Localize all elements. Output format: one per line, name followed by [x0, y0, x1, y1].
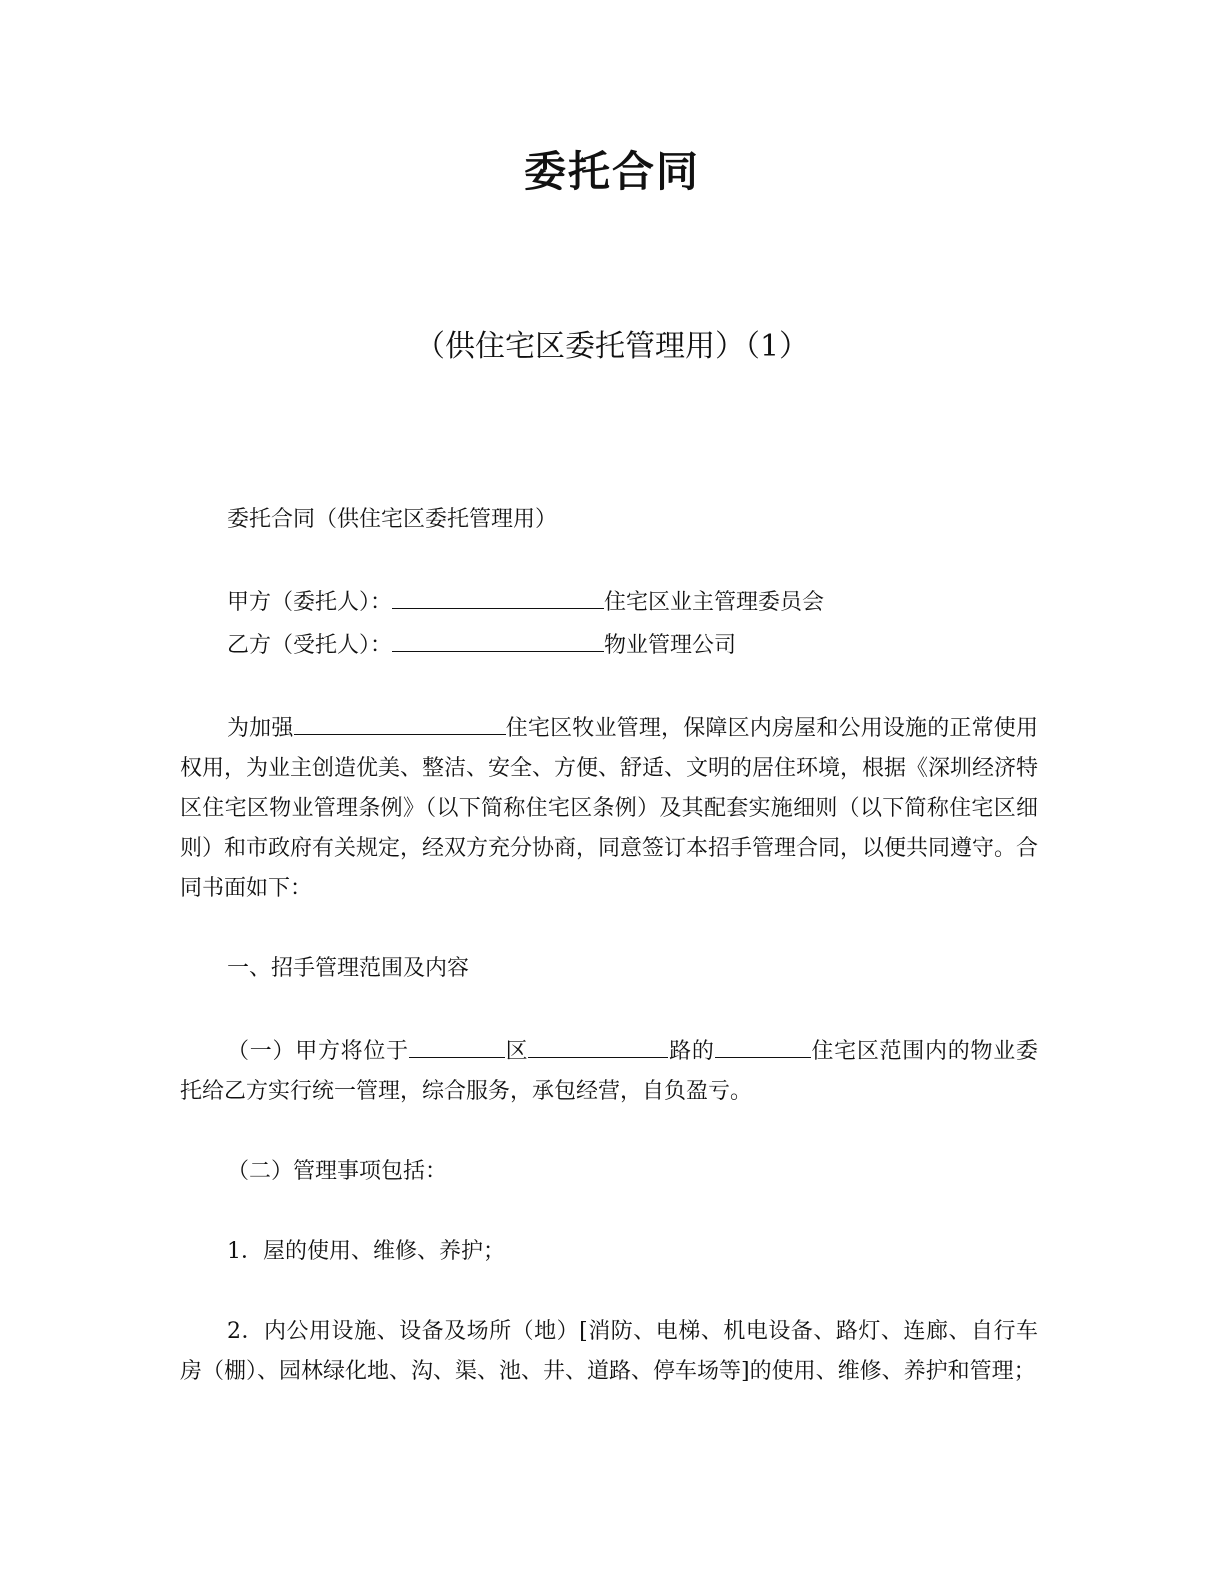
road-blank — [528, 1029, 668, 1058]
party-b-line — [180, 623, 1038, 666]
preamble-prefix: 为加强 — [227, 716, 294, 741]
party-a-suffix: 住宅区业主管理委员会 — [604, 590, 825, 615]
document-title: 委托合同 — [523, 147, 700, 196]
clause-1-paragraph — [180, 1029, 1038, 1112]
item-2: 2．内公用设施、设备及场所（地）[消防、电梯、机电设备、路灯、连廊、自行车房（棚）、园林绿化地、沟、渠、池、井、道路、停车场等]的使用、维修、养护和管理； — [180, 1319, 1038, 1384]
party-a-label: 甲方（委托人）： — [227, 590, 393, 615]
preamble-blank — [294, 706, 506, 735]
preamble-text: 住宅区牧业管理，保障区内房屋和公用设施的正常使用权用，为业主创造优美、整洁、安全、方便、舒适、文明的居住环境，根据《深圳经济特区住宅区物业管理条例》（以下简称住宅区条例）及其配套实施细则（以下简称住宅区细则）和市政府有关规定，经双方充分协商，同意签订本招手管理合同，以便共同遵守。合同书面如下： — [180, 716, 1039, 901]
heading-line: 委托合同（供住宅区委托管理用） — [227, 507, 558, 532]
section-one-heading: 一、招手管理范围及内容 — [227, 956, 470, 981]
estate-blank — [715, 1029, 811, 1058]
party-b-suffix: 物业管理公司 — [604, 633, 737, 658]
document-body — [180, 500, 1038, 1392]
document-subtitle: （供住宅区委托管理用）（1） — [414, 329, 810, 364]
clause-1-part-c: 路的 — [668, 1039, 715, 1064]
district-blank — [409, 1029, 505, 1058]
clause-2-heading: （二）管理事项包括： — [227, 1159, 448, 1184]
preamble-paragraph — [180, 706, 1038, 909]
party-b-blank — [392, 623, 604, 652]
clause-1-part-d: 住宅区范围内的物业委托给乙方实行统一管理，综合服务，承包经营，自负盈亏。 — [180, 1039, 1038, 1104]
party-a-line — [180, 580, 1038, 623]
clause-1-part-a: （一）甲方将位于 — [227, 1039, 409, 1064]
party-b-label: 乙方（受托人）： — [227, 633, 393, 658]
clause-1-part-b: 区 — [504, 1039, 529, 1064]
party-a-blank — [392, 580, 604, 609]
item-1: 1．屋的使用、维修、养护； — [227, 1239, 505, 1264]
